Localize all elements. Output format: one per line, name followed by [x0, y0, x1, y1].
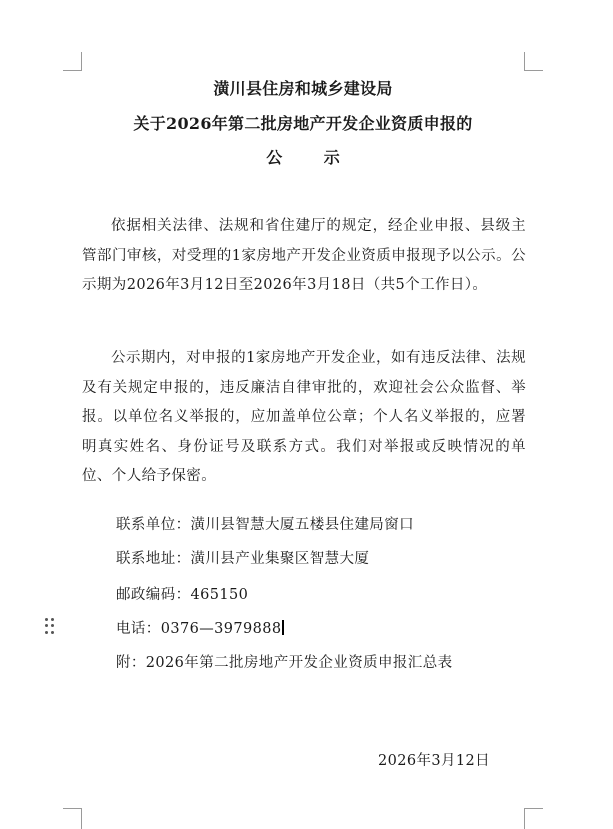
agency-title: 潢川县住房和城乡建设局	[213, 79, 393, 98]
crop-mark-top-left	[63, 52, 82, 71]
body-paragraph-2[interactable]: 公示期内，对申报的1家房地产开发企业，如有违反法律、法规及有关规定申报的，违反廉洁自律审批的，欢迎社会公众监督、举报。以单位名义举报的，应加盖单位公章；个人名义举报的，应署明真实姓名、身份证号及联系方式。我们对举报或反映情况的单位、个人给予保密。	[82, 350, 526, 484]
notice-subject: 关于2026年第二批房地产开发企业资质申报的	[133, 114, 473, 133]
contact-phone-line[interactable]	[116, 617, 284, 638]
notice-heading: 公 示	[266, 148, 358, 167]
crop-mark-bottom-left	[63, 808, 82, 829]
attachment-note[interactable]: 附：2026年第二批房地产开发企业资质申报汇总表	[116, 655, 453, 671]
crop-mark-bottom-right	[524, 808, 543, 829]
signature-date[interactable]: 2026年3月12日	[378, 753, 491, 769]
text-cursor	[282, 620, 284, 635]
contact-address[interactable]: 联系地址：潢川县产业集聚区智慧大厦	[116, 551, 370, 567]
contact-unit[interactable]: 联系单位：潢川县智慧大厦五楼县住建局窗口	[116, 517, 414, 533]
drag-handle-icon[interactable]	[45, 618, 55, 634]
body-paragraph-1[interactable]: 依据相关法律、法规和省住建厅的规定，经企业申报、县级主管部门审核，对受理的1家房地产开发企业资质申报现予以公示。公示期为2026年3月12日至2026年3月18日（共5个工作日）。	[82, 218, 526, 293]
contact-postcode[interactable]: 邮政编码：465150	[116, 587, 249, 603]
crop-mark-top-right	[524, 52, 543, 71]
contact-phone[interactable]: 电话：0376—3979888	[116, 621, 282, 637]
